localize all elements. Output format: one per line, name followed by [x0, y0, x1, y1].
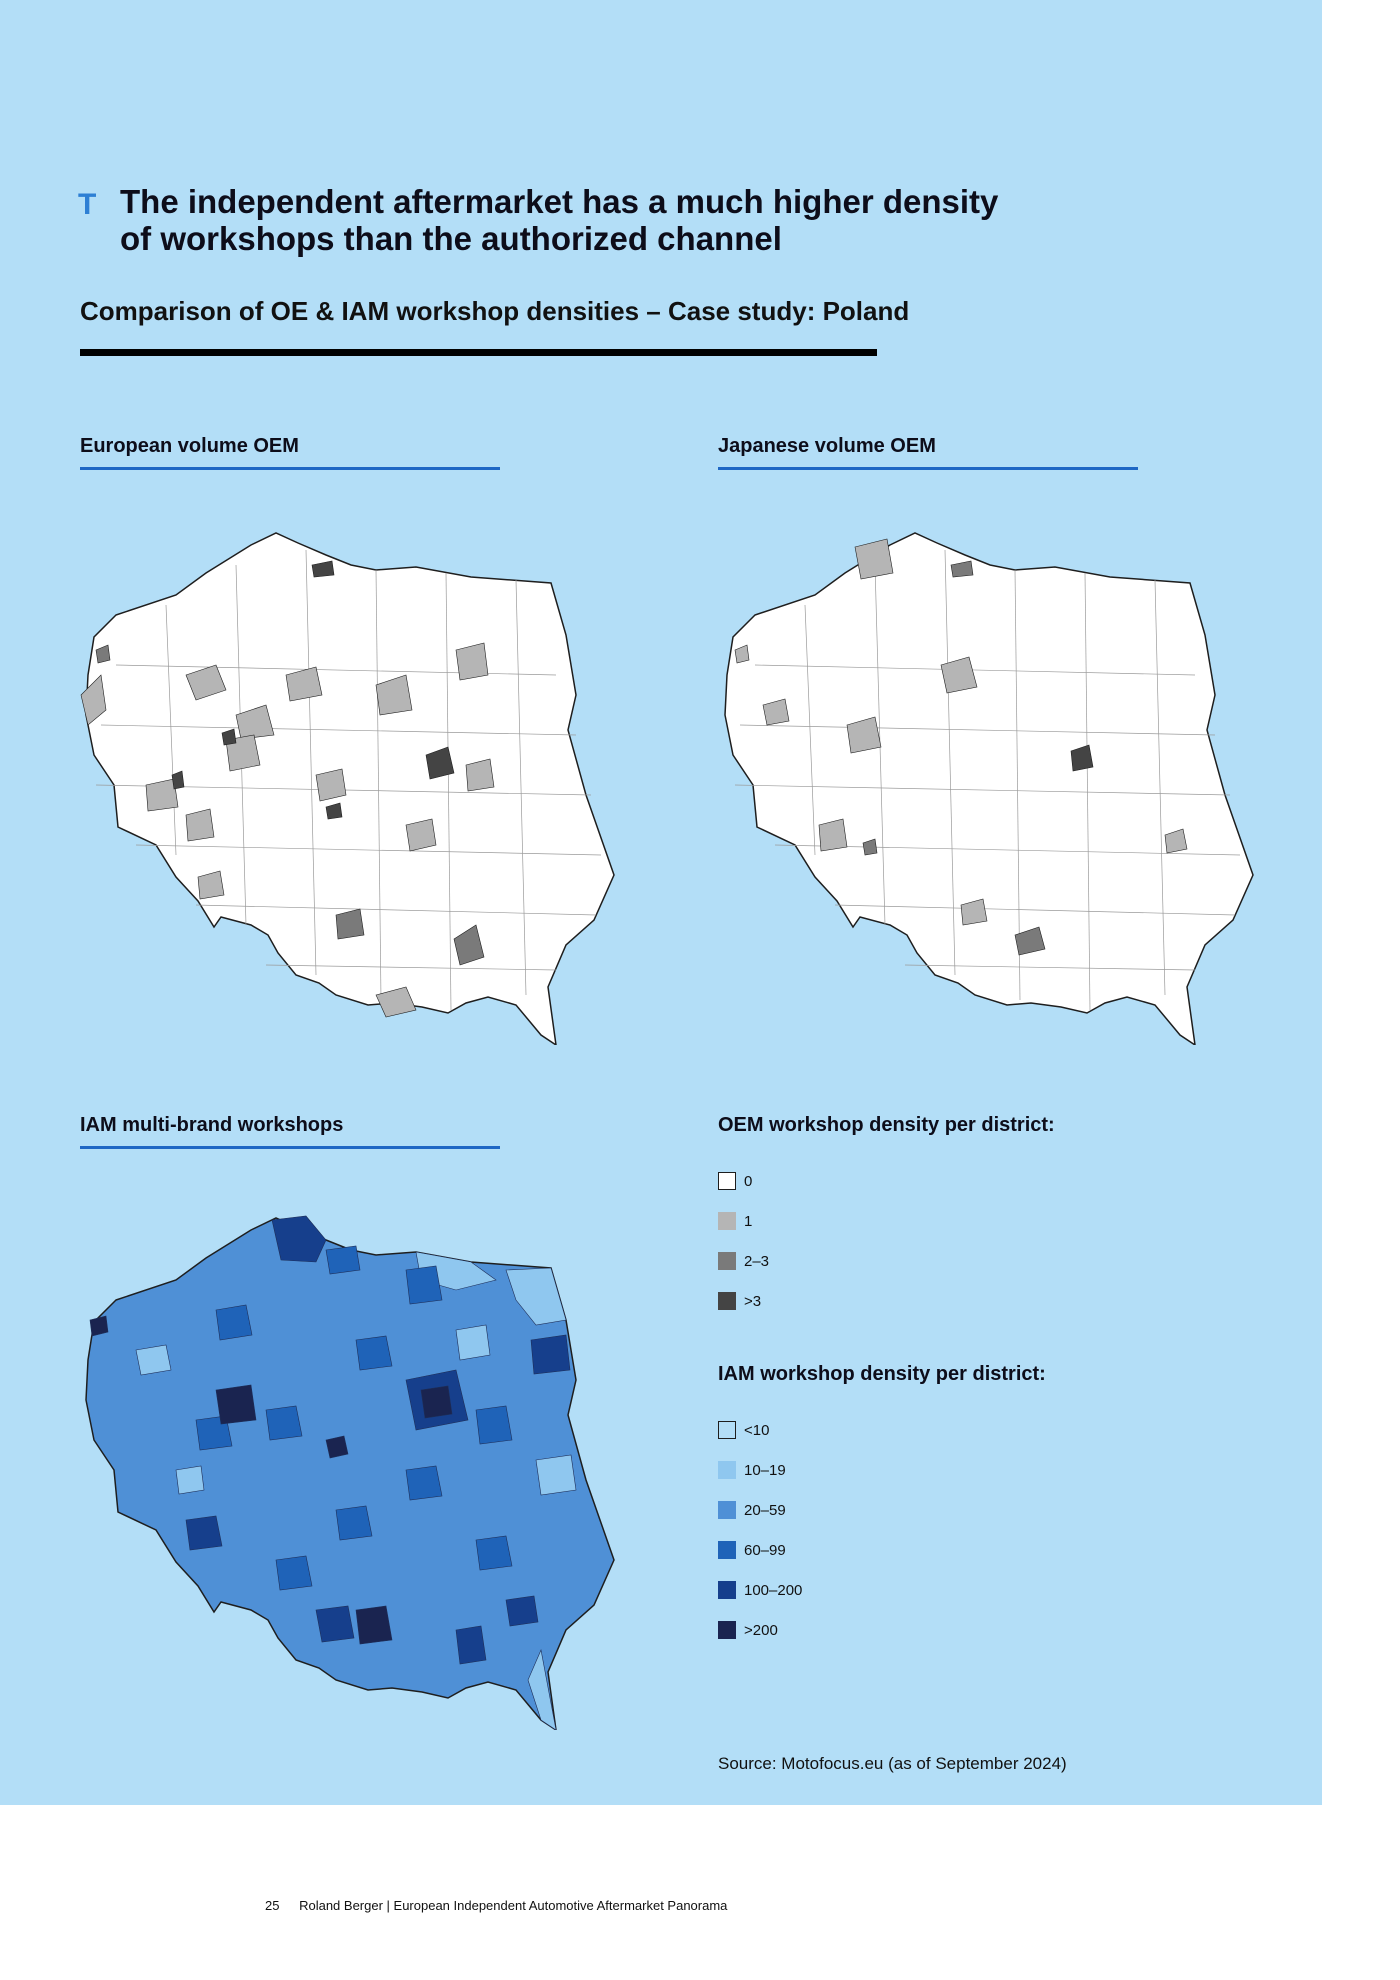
- iam-legend-label: 100–200: [744, 1581, 803, 1599]
- legend: [718, 1114, 1138, 1692]
- oem-legend-label: >3: [744, 1292, 762, 1310]
- publication-name: Roland Berger | European Independent Automotive Aftermarket Panorama: [299, 1898, 728, 1913]
- page-footer: [265, 1898, 727, 1913]
- iam-legend-item: [718, 1530, 1138, 1570]
- page-title-line-2: of workshops than the authorized channel: [120, 220, 782, 257]
- iam-legend-item: [718, 1450, 1138, 1490]
- oem-swatch-1: [718, 1212, 736, 1230]
- european-oem-map: [76, 525, 622, 1045]
- iam-swatch-1: [718, 1461, 736, 1479]
- page-number: 25: [265, 1898, 280, 1913]
- oem-swatch-2: [718, 1252, 736, 1270]
- iam-legend-label: >200: [744, 1621, 778, 1639]
- iam-legend-title: IAM workshop density per district:: [718, 1363, 1046, 1385]
- iam-label: IAM multi-brand workshops: [80, 1114, 344, 1136]
- page-title-line-1: The independent aftermarket has a much higher density: [120, 183, 999, 220]
- iam-legend-label: 20–59: [744, 1501, 786, 1519]
- european-oem-label: European volume OEM: [80, 435, 299, 457]
- iam-legend-list: [718, 1410, 1138, 1650]
- oem-legend-item: [718, 1241, 1138, 1281]
- iam-legend-item: [718, 1570, 1138, 1610]
- iam-swatch-4: [718, 1581, 736, 1599]
- iam-legend-item: [718, 1490, 1138, 1530]
- oem-legend-label: 2–3: [744, 1252, 770, 1270]
- japanese-oem-rule: [718, 467, 1138, 470]
- source-note: Source: Motofocus.eu (as of September 2024): [718, 1754, 1067, 1773]
- oem-legend-item: [718, 1201, 1138, 1241]
- oem-legend-label: 1: [744, 1212, 753, 1230]
- iam-legend-label: 10–19: [744, 1461, 786, 1479]
- iam-swatch-2: [718, 1501, 736, 1519]
- subtitle-divider: [80, 349, 877, 356]
- oem-legend-item: [718, 1161, 1138, 1201]
- oem-swatch-0: [718, 1172, 736, 1190]
- title-marker: T: [78, 188, 97, 221]
- page-subtitle: Comparison of OE & IAM workshop densities – Case study: Poland: [80, 296, 910, 326]
- japanese-oem-map: [715, 525, 1261, 1045]
- european-oem-rule: [80, 467, 500, 470]
- iam-legend-item: [718, 1410, 1138, 1450]
- page-title: [120, 183, 1020, 257]
- iam-swatch-0: [718, 1421, 736, 1439]
- oem-swatch-3: [718, 1292, 736, 1310]
- iam-legend-label: 60–99: [744, 1541, 786, 1559]
- iam-legend-label: <10: [744, 1421, 770, 1439]
- iam-legend-item: [718, 1610, 1138, 1650]
- iam-rule: [80, 1146, 500, 1149]
- oem-legend-label: 0: [744, 1172, 753, 1190]
- oem-legend-item: [718, 1281, 1138, 1321]
- oem-legend-title: OEM workshop density per district:: [718, 1114, 1055, 1136]
- japanese-oem-label: Japanese volume OEM: [718, 435, 936, 457]
- iam-swatch-5: [718, 1621, 736, 1639]
- oem-legend-list: [718, 1161, 1138, 1321]
- iam-swatch-3: [718, 1541, 736, 1559]
- iam-map: [76, 1210, 622, 1730]
